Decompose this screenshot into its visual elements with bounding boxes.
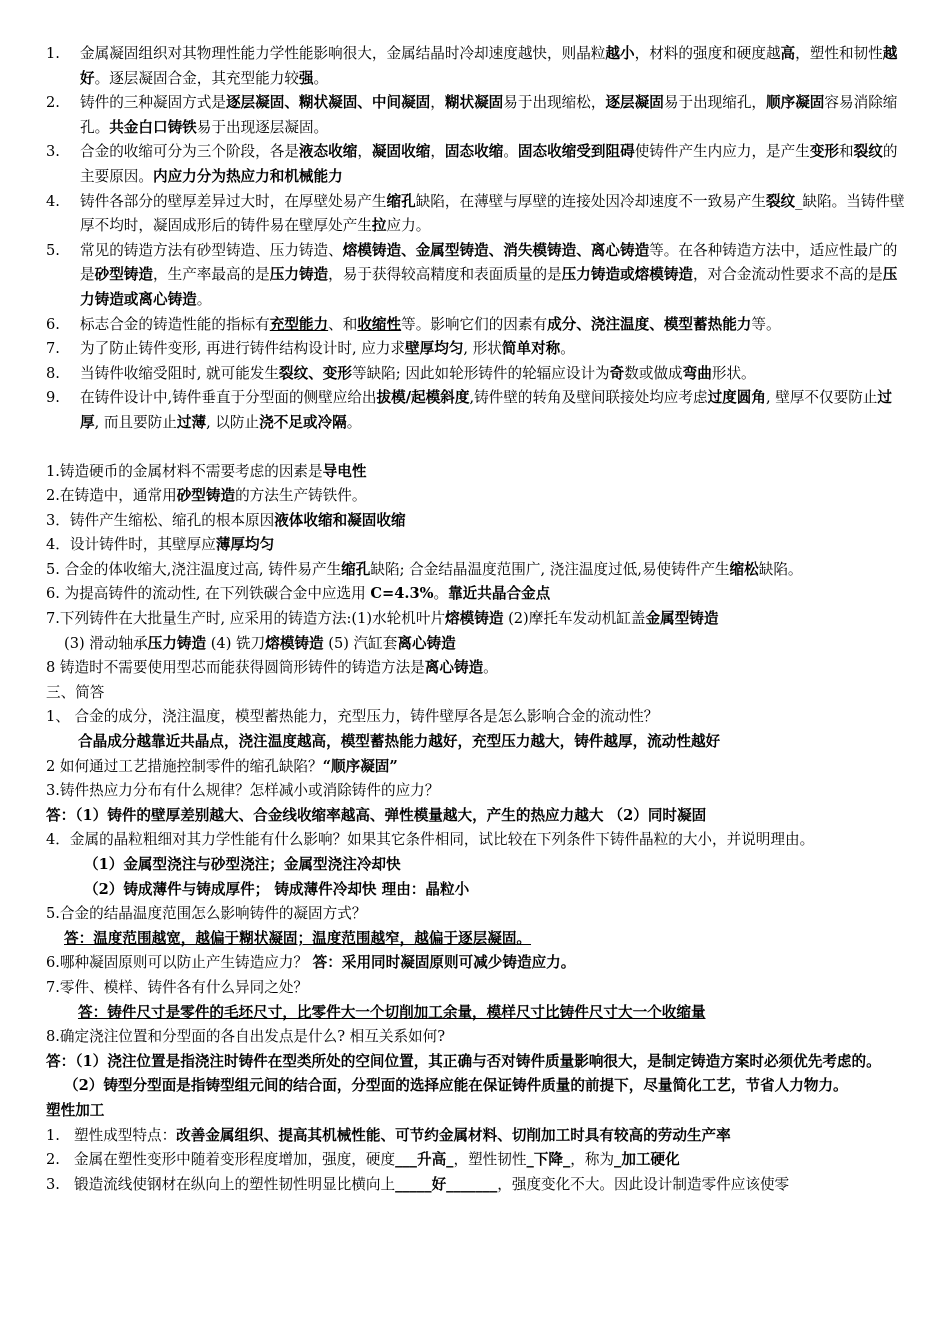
question-text: 2.在铸造中，通常用: [46, 487, 177, 505]
answer-text: _加工硬化: [614, 1151, 680, 1169]
question-text: 易于出现缩孔，: [663, 94, 767, 112]
fill-in-item: [46, 362, 906, 387]
item-number: 1.: [46, 1126, 60, 1144]
answer-text: 熔模铸造: [265, 634, 324, 652]
question-text: 的方法生产铸铁件。: [235, 487, 367, 505]
question-text: 常见的铸造方法有砂型铸造、压力铸造、: [80, 241, 343, 259]
content-line: [46, 1074, 906, 1099]
answer-text: 压力铸造: [147, 634, 207, 652]
answer-text: 固态收缩: [444, 143, 504, 161]
question-text: , 壁厚不仅要防止: [765, 389, 878, 407]
question-text: 和: [839, 143, 854, 161]
question-text: 容易消除缩孔。: [80, 94, 898, 136]
question-text: 5. 合金的体收缩大,浇注温度过高, 铸件易产生: [46, 560, 342, 578]
question-text: 等。影响它们的因素有: [401, 315, 548, 333]
question-text: 1.铸造硬币的金属材料不需要考虑的因素是: [46, 462, 323, 480]
section-gap: [46, 436, 906, 460]
question-text: 合金的收缩可分为三个阶段，各是: [80, 143, 299, 161]
content-line: [46, 1025, 906, 1050]
answer-text: 糊状凝固: [444, 94, 504, 112]
question-text: 易于出现逐层凝固。: [196, 118, 329, 136]
answer-text: 越小: [605, 45, 635, 62]
answer-text: 过厚: [80, 389, 893, 431]
question-text: 4．设计铸件时，其壁厚应: [46, 536, 216, 554]
answer-text: 共金白口铸铁: [109, 118, 197, 136]
answer-text: 离心铸造: [397, 634, 456, 652]
question-text: 应力。: [386, 217, 431, 235]
answer-text: 改善金属组织、提高其机械性能、可节约金属材料、切削加工时具有较高的劳动生产率: [176, 1126, 731, 1144]
answer-text: 过薄: [176, 413, 207, 431]
answer-text: 熔模铸造: [445, 610, 504, 628]
question-text: 金属凝固组织对其物理性能力学性能影响很大，金属结晶时冷却速度越快，则晶粒: [80, 45, 606, 62]
answer-text: 拉: [371, 217, 387, 235]
question-text: ，材料的强度和硬度越: [634, 45, 781, 62]
question-text: 易于出现缩松，: [503, 94, 606, 112]
question-text: 3.铸件热应力分布有什么规律？怎样减小或消除铸件的应力？: [46, 782, 440, 800]
question-text: ，: [430, 143, 445, 161]
question-text: 在铸件设计中,铸件垂直于分型面的侧壁应给出: [80, 389, 377, 407]
plastic-working-list: [46, 1124, 906, 1198]
answer-text: 压力铸造: [269, 266, 329, 284]
question-text: ，塑性和韧性: [795, 45, 883, 62]
question-text: 当铸件收缩受阻时, 就可能发生: [80, 364, 279, 382]
content-line: [46, 1001, 906, 1026]
answer-text: 合晶成分越靠近共晶点，浇注温度越高，模型蓄热能力越好，充型压力越大，铸件越厚，流动性越好: [78, 733, 721, 751]
fill-in-item: [46, 42, 906, 91]
question-text: _缺陷。当铸件壁厚不均时，凝固成形后的铸件易在壁厚处产生: [80, 192, 905, 235]
content-line: [46, 779, 906, 804]
answer-text: 压力铸造或离心铸造: [80, 266, 898, 308]
answer-text: 砂型铸造: [94, 266, 153, 284]
content-line: [46, 878, 906, 903]
answer-text: （2）铸成薄件与铸成厚件； 铸成薄件冷却快 理由：晶粒小: [84, 880, 470, 898]
answer-text: 逐层凝固、糊状凝固、中间凝固: [225, 94, 431, 112]
item-number: 2.: [46, 94, 60, 112]
answer-text: 薄厚均匀: [215, 536, 275, 554]
content-line: [46, 632, 906, 657]
question-text: 3．铸件产生缩松、缩孔的根本原因: [46, 511, 275, 529]
answer-text: 高: [780, 45, 796, 62]
question-text: 的主要原因。: [80, 143, 898, 185]
question-text: 。逐层凝固合金，其充型能力较: [94, 69, 299, 87]
answer-text: 凝固收缩: [371, 143, 431, 161]
question-text: ，: [430, 94, 445, 112]
answer-text: 答：铸件尺寸是零件的毛坯尺寸，比零件大一个切削加工余量，模样尺寸比铸件尺寸大一个收缩量: [78, 1003, 706, 1021]
answer-text: 拔模/起模斜度: [376, 389, 470, 407]
answer-text: 固态收缩受到阻碍: [517, 143, 635, 161]
content-line: [46, 460, 906, 485]
question-text: 使铸件产生内应力，是产生: [634, 143, 810, 161]
answer-text: 砂型铸造: [176, 487, 236, 505]
answer-text: ___升高_: [395, 1151, 454, 1169]
plastic-working-item: [46, 1148, 906, 1173]
item-number: 8.: [46, 364, 60, 382]
plastic-working-item: [46, 1173, 906, 1198]
content-line: [46, 828, 906, 853]
answer-text: 熔模铸造、金属型铸造、消失模铸造、离心铸造: [342, 241, 650, 259]
answer-text: 塑性加工: [46, 1101, 105, 1119]
answer-text: 顺序凝固: [766, 94, 825, 112]
item-number: 9.: [46, 389, 60, 407]
content-line: [46, 533, 906, 558]
question-text: 形状。: [711, 364, 756, 382]
question-text: 三、简答: [46, 683, 105, 701]
question-text: 。: [196, 290, 212, 308]
answer-text: _下降_: [526, 1151, 571, 1169]
plastic-working-item: [46, 1124, 906, 1149]
content-line: [46, 656, 906, 681]
question-text: 铸件各部分的壁厚差异过大时，在厚壁处易产生: [80, 192, 387, 210]
item-number: 1.: [46, 45, 60, 62]
question-text: 。: [503, 143, 518, 161]
fill-in-item: [46, 91, 906, 140]
question-text: ，强度变化不大。因此设计制造零件应该使零: [497, 1175, 790, 1193]
question-text: (3) 滑动轴承: [64, 634, 148, 652]
question-text: , 形状: [463, 340, 502, 358]
question-text: 8 铸造时不需要使用型芯而能获得圆筒形铸件的铸造方法是: [46, 659, 425, 677]
answer-text: 浇不足或冷隔: [259, 413, 347, 431]
answer-text: 内应力分为热应力和机械能力: [152, 167, 343, 185]
fill-in-item: [46, 313, 906, 338]
question-text: 、和: [328, 315, 358, 333]
item-number: 4.: [46, 192, 60, 210]
content-line: [46, 681, 906, 706]
question-text: (4) 铣刀: [206, 634, 266, 652]
fill-in-item: [46, 140, 906, 189]
answer-text: 简单对称: [501, 340, 561, 358]
fill-in-list-casting: [46, 42, 906, 436]
question-text: ,铸件壁的转角及壁间联接处均应考虑: [469, 389, 708, 407]
answer-text: 越好: [80, 45, 898, 87]
item-number: 5.: [46, 241, 60, 259]
item-number: 3.: [46, 143, 60, 161]
answer-text: 裂纹、变形: [279, 364, 352, 382]
content-line: [46, 607, 906, 632]
answer-text: 液体收缩和凝固收缩: [274, 511, 406, 529]
answer-text: 答：温度范围越宽，越偏于糊状凝固；温度范围越窄，越偏于逐层凝固。: [64, 929, 532, 947]
answer-text: 强: [298, 69, 314, 87]
answer-text: 答：（1）浇注位置是指浇注时铸件在型类所处的空间位置，其正确与否对铸件质量影响很大，是制定铸造方案时必须优先考虑的。: [46, 1052, 881, 1070]
answer-text: 裂纹: [853, 143, 883, 161]
content-line: [46, 582, 906, 607]
question-text: 。: [346, 413, 362, 431]
item-number: 6.: [46, 315, 60, 333]
answer-text: 金属型铸造: [645, 610, 719, 628]
content-line: [46, 558, 906, 583]
question-text: 4．金属的晶粒粗细对其力学性能有什么影响？如果其它条件相同，试比较在下列条件下铸件晶粒的大小，并说明理由。: [46, 831, 815, 849]
question-text: 7.下列铸件在大批量生产时, 应采用的铸造方法:(1)水轮机叶片: [46, 610, 446, 628]
question-text: 塑性成型特点：: [74, 1126, 177, 1144]
answer-text: 奇: [609, 364, 625, 382]
question-text: 7.零件、模样、铸件各有什么异同之处？: [46, 978, 309, 996]
question-text: 缺陷。: [758, 560, 803, 578]
content-line: [46, 853, 906, 878]
answer-text: _____好_______: [395, 1175, 498, 1193]
content-line: [46, 755, 906, 780]
question-text: ，: [357, 143, 372, 161]
answer-text: 缩孔: [386, 192, 416, 210]
question-text: 。: [560, 340, 575, 358]
question-text: 。: [483, 659, 498, 677]
question-text: , 而且要防止: [94, 413, 177, 431]
content-line: [46, 705, 906, 730]
question-text: 缺陷; 合金结晶温度范围广, 浇注温度过低,易使铸件产生: [370, 560, 730, 578]
answer-text: （1）金属型浇注与砂型浇注；金属型浇注冷却快: [84, 856, 401, 873]
answer-text: 收缩性: [357, 315, 402, 333]
question-text: 金属在塑性变形中随着变形程度增加，强度，硬度: [74, 1151, 396, 1169]
answer-text: （2）铸型分型面是指铸型组元间的结合面，分型面的选择应能在保证铸件质量的前提下，尽量简化工艺，节省人力物力。: [64, 1077, 848, 1095]
question-text: 等。在各种铸造方法中，适应性最广的是: [80, 241, 898, 284]
question-text: (2)摩托车发动机缸盖: [503, 610, 646, 628]
answer-text: 压力铸造或熔模铸造: [561, 266, 694, 284]
fill-in-item: [46, 239, 906, 313]
fill-in-item: [46, 386, 906, 435]
question-text: 2 如何通过工艺措施控制零件的缩孔缺陷？: [46, 757, 323, 775]
fill-in-item: [46, 190, 906, 239]
answer-text: 裂纹: [765, 192, 796, 210]
question-text: 1、 合金的成分，浇注温度，模型蓄热能力，充型压力，铸件壁厚各是怎么影响合金的流动性？: [46, 708, 659, 726]
content-line: [46, 927, 906, 952]
answer-text: 充型能力: [269, 315, 329, 333]
question-text: 为了防止铸件变形, 再进行铸件结构设计时, 应力求: [80, 340, 406, 358]
content-line: [46, 1099, 906, 1124]
question-text: 。: [313, 69, 329, 87]
question-text: 缺陷，在薄壁与厚壁的连接处因冷却速度不一致易产生: [415, 192, 766, 210]
answer-text: “顺序凝固”: [322, 757, 398, 775]
question-text: 5.合金的结晶温度范围怎么影响铸件的凝固方式？: [46, 905, 367, 923]
question-text: 等。: [751, 315, 781, 333]
item-number: 7.: [46, 340, 60, 358]
question-text: 锻造流线使钢材在纵向上的塑性韧性明显比横向上: [74, 1175, 396, 1193]
content-line: [46, 484, 906, 509]
fill-in-item: [46, 337, 906, 362]
question-text: 。: [433, 585, 449, 603]
answer-text: 成分、浇注温度、模型蓄热能力: [547, 315, 752, 333]
answer-text: 逐层凝固: [605, 94, 664, 112]
answer-text: 缩孔: [341, 560, 371, 578]
answer-text: 缩松: [729, 560, 759, 578]
content-line: [46, 951, 906, 976]
content-line: [46, 976, 906, 1001]
content-line: [46, 1050, 906, 1075]
item-number: 3.: [46, 1175, 60, 1193]
content-line: [46, 730, 906, 755]
answer-text: 答：采用同时凝固原则可减少铸造应力。: [312, 954, 576, 972]
question-text: (5) 汽缸套: [323, 634, 398, 652]
answer-text: 过度圆角: [707, 389, 766, 407]
answer-text: 靠近共晶合金点: [448, 585, 551, 603]
question-text: 标志合金的铸造性能的指标有: [80, 315, 270, 333]
choice-and-qa-section: [46, 460, 906, 1124]
question-text: ，塑性韧性: [453, 1151, 527, 1169]
answer-text: 壁厚均匀: [405, 340, 464, 358]
answer-text: 变形: [809, 143, 840, 161]
answer-text: 液态收缩: [298, 143, 358, 161]
content-line: [46, 804, 906, 829]
question-text: 等缺陷; 因此如轮形铸件的轮辐应设计为: [351, 364, 610, 382]
answer-text: C=4.3%: [370, 585, 434, 603]
question-text: , 以防止: [206, 413, 260, 431]
answer-text: 导电性: [322, 462, 367, 480]
content-line: [46, 509, 906, 534]
content-line: [46, 902, 906, 927]
question-text: ，对合金流动性要求不高的是: [693, 266, 883, 284]
answer-text: 弯曲: [682, 364, 712, 382]
answer-text: 答：（1）铸件的壁厚差别越大、合金线收缩率越高、弹性模量越大，产生的热应力越大 （2）同时凝固: [46, 806, 707, 824]
question-text: 8.确定浇注位置和分型面的各自出发点是什么? 相互关系如何?: [46, 1028, 446, 1046]
question-text: ，易于获得较高精度和表面质量的是: [328, 266, 562, 284]
question-text: 6. 为提高铸件的流动性, 在下列铁碳合金中应选用: [46, 585, 371, 603]
question-text: 数或做成: [624, 364, 683, 382]
question-text: 铸件的三种凝固方式是: [80, 94, 226, 112]
question-text: ，生产率最高的是: [153, 266, 270, 284]
answer-text: 离心铸造: [424, 659, 484, 677]
item-number: 2.: [46, 1151, 60, 1169]
question-text: 6.哪种凝固原则可以防止产生铸造应力？: [46, 954, 313, 972]
question-text: ，称为: [570, 1151, 615, 1169]
